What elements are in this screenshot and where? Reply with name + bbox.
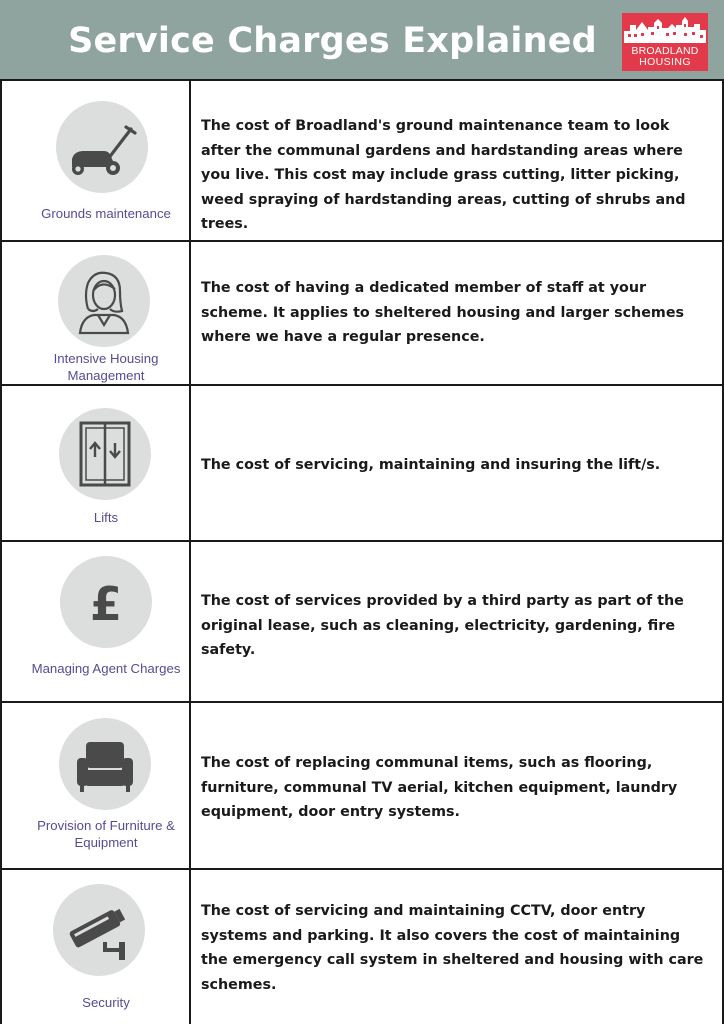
pound-icon (60, 556, 152, 648)
svg-text:£: £ (89, 577, 123, 631)
service-label: Provision of Furniture & Equipment (37, 818, 175, 850)
table-row-furniture-equipment (0, 703, 724, 870)
service-description: The cost of servicing, maintaining and insuring the lift/s. (201, 457, 661, 473)
service-label: Managing Agent Charges (31, 661, 181, 676)
armchair-icon (59, 718, 151, 810)
lift-icon (59, 408, 151, 500)
logo-text-broadland: BROADLAND (631, 45, 699, 57)
service-label: Security (82, 995, 130, 1010)
cctv-camera-icon (53, 884, 145, 976)
service-description: The cost of having a dedicated member of staff at your scheme. It applies to sheltered housing and larger schemes where we have a regular presence. (201, 280, 685, 345)
service-label: Lifts (93, 510, 119, 525)
service-charges-table (0, 79, 724, 1024)
table-row-managing-agent-charges (0, 542, 724, 703)
staff-member-icon (58, 255, 150, 347)
service-description: The cost of Broadland's ground maintenance team to look after the communal gardens and hardstanding areas where you live. This cost may include grass cutting, litter picking, weed spraying of hardstanding areas, cutting of shrubs and trees. (201, 118, 686, 232)
lawnmower-icon (56, 101, 148, 193)
service-description: The cost of servicing and maintaining CCTV, door entry systems and parking. It also covers the cost of maintaining the emergency call system in sheltered and housing with care schemes. (201, 903, 704, 993)
service-description: The cost of services provided by a third party as part of the original lease, such as cleaning, electricity, gardening, fire safety. (201, 593, 684, 658)
broadland-housing-logo (622, 13, 708, 71)
service-label: Grounds maintenance (41, 206, 171, 221)
rooftops-skyline-icon (622, 13, 708, 47)
service-description: The cost of replacing communal items, such as flooring, furniture, communal TV aerial, kitchen equipment, laundry equipment, door entry systems. (201, 755, 678, 820)
logo-text-housing: HOUSING (639, 56, 691, 68)
table-row-intensive-housing-management (0, 242, 724, 386)
table-row-lifts (0, 386, 724, 542)
service-label: Intensive Housing Management (53, 351, 159, 383)
table-row-security (0, 870, 724, 1024)
page-title: Service Charges Explained (68, 21, 597, 61)
page-header (0, 0, 724, 79)
table-row-grounds-maintenance (0, 79, 724, 242)
